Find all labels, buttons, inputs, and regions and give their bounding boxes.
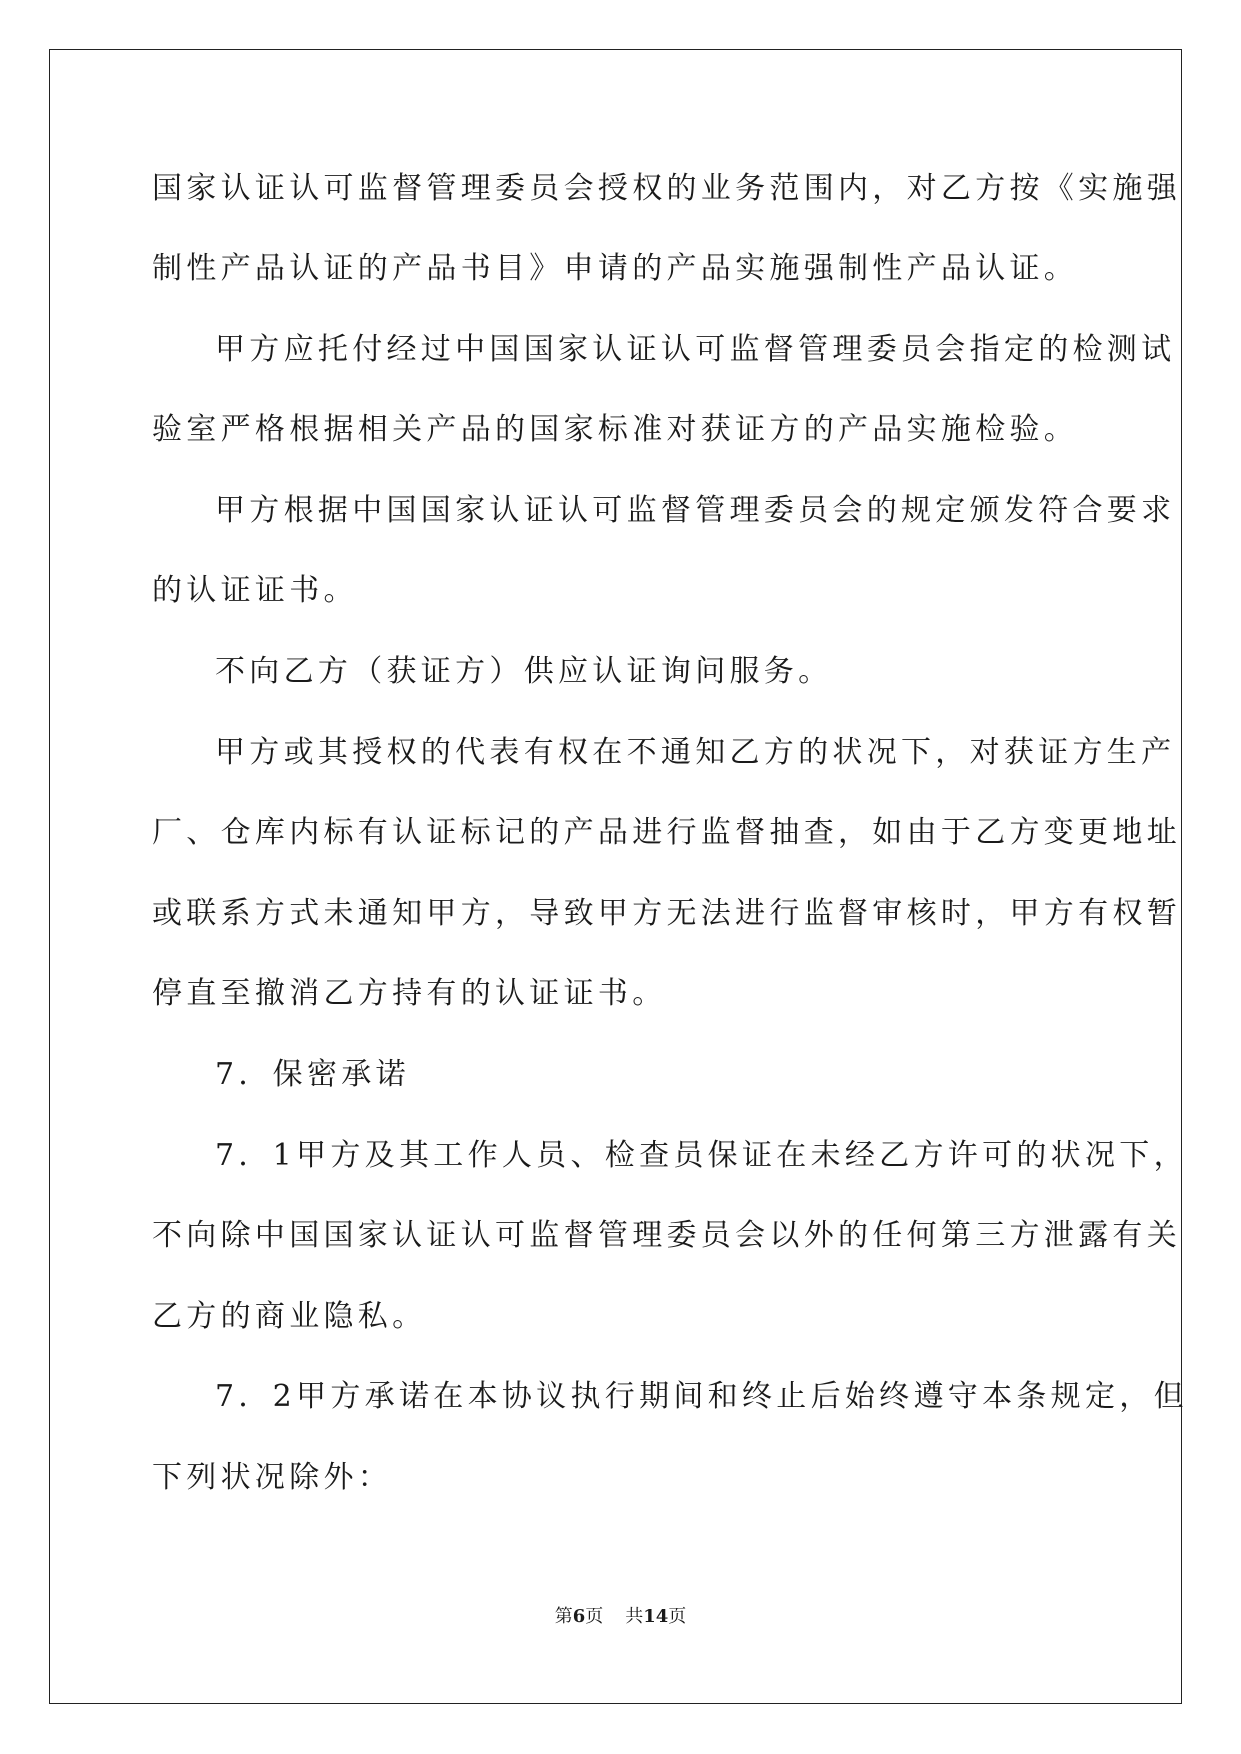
- total-suffix: 页: [668, 1606, 687, 1627]
- text-line-11: 停直至撤消乙方持有的认证证书。: [152, 976, 667, 1011]
- page-footer: [0, 1606, 1241, 1628]
- text-line-16: 7．2甲方承诺在本协议执行期间和终止后始终遵守本条规定，但: [215, 1379, 1188, 1414]
- page-number: 6: [572, 1606, 586, 1627]
- text-line-8: 甲方或其授权的代表有权在不通知乙方的状况下，对获证方生产: [215, 735, 1176, 770]
- page-suffix: 页: [585, 1606, 604, 1627]
- text-line-7: 不向乙方（获证方）供应认证询问服务。: [215, 654, 833, 689]
- text-line-3: 甲方应托付经过中国国家认证认可监督管理委员会指定的检测试: [215, 332, 1176, 367]
- text-line-10: 或联系方式未通知甲方，导致甲方无法进行监督审核时，甲方有权暂: [152, 896, 1181, 931]
- text-line-14: 不向除中国国家认证认可监督管理委员会以外的任何第三方泄露有关: [152, 1218, 1181, 1253]
- text-line-15: 乙方的商业隐私。: [152, 1299, 427, 1334]
- text-line-6: 的认证证书。: [152, 573, 358, 608]
- text-line-13: 7．1甲方及其工作人员、检查员保证在未经乙方许可的状况下，: [215, 1138, 1188, 1173]
- text-line-17: 下列状况除外：: [152, 1460, 393, 1495]
- page-border: [49, 49, 1182, 1704]
- section-heading: 7．保密承诺: [215, 1057, 410, 1092]
- text-line-4: 验室严格根据相关产品的国家标准对获证方的产品实施检验。: [152, 412, 1079, 447]
- total-pages: 14: [643, 1606, 669, 1627]
- page-prefix: 第: [554, 1606, 573, 1627]
- total-prefix: 共: [625, 1606, 644, 1627]
- text-line-5: 甲方根据中国国家认证认可监督管理委员会的规定颁发符合要求: [215, 493, 1176, 528]
- text-line-1: 国家认证认可监督管理委员会授权的业务范围内，对乙方按《实施强: [152, 171, 1181, 206]
- text-line-9: 厂、仓库内标有认证标记的产品进行监督抽查，如由于乙方变更地址: [152, 815, 1181, 850]
- text-line-2: 制性产品认证的产品书目》申请的产品实施强制性产品认证。: [152, 251, 1079, 286]
